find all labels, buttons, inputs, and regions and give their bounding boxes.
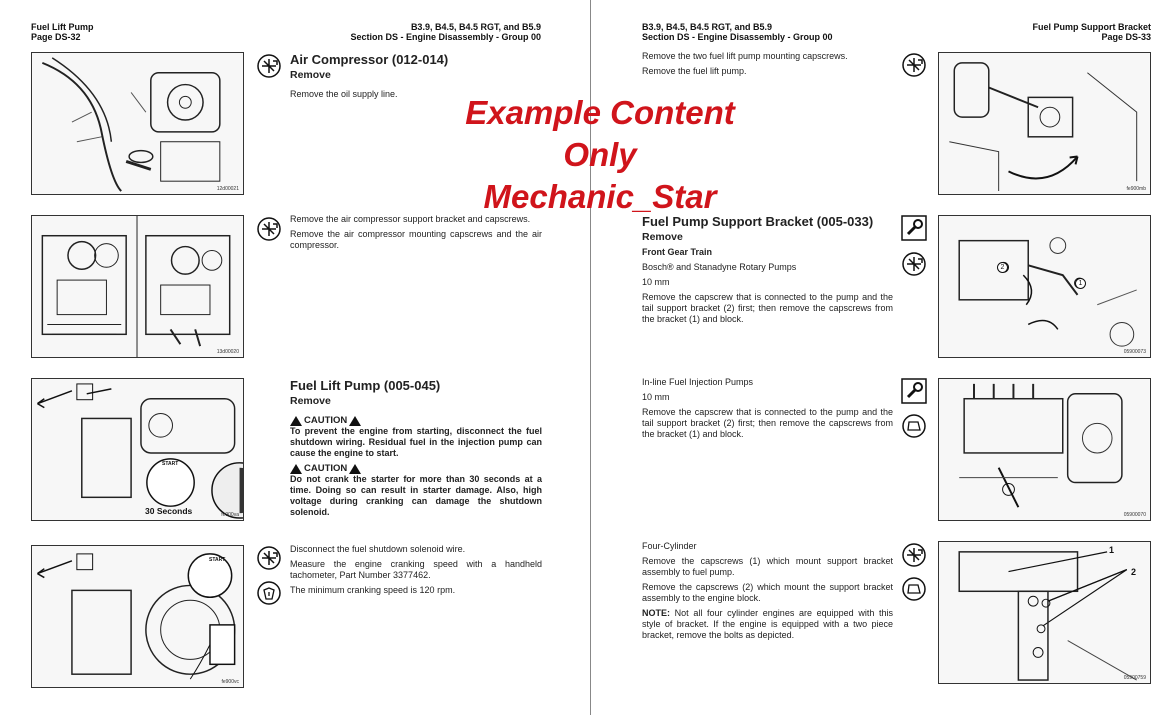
step-text: Remove the capscrew that is connected to the pump and the tail support bracket (2) first; then remove the capscrews from the bracket (1) and block. — [642, 292, 893, 324]
callout-1: 1 — [1075, 278, 1086, 289]
seconds-label: 30 Seconds — [145, 506, 193, 516]
remove-icon — [256, 53, 282, 79]
section-title: Fuel Lift Pump (005-045) — [290, 378, 441, 393]
wrench-icon — [901, 378, 927, 404]
air-compressor-steps — [290, 214, 542, 255]
inline-pump-illustration — [939, 379, 1150, 520]
remove-icon — [901, 52, 927, 78]
lift-pump-illustration — [939, 53, 1150, 194]
step-text: Remove the capscrews (1) which mount support bracket assembly to fuel pump. — [642, 556, 893, 577]
note-text: Not all four cylinder engines are equipped with this style of bracket. If the engine is equipped with a two piece bracket, remove the bolts as depicted. — [642, 608, 893, 640]
sub-heading: In-line Fuel Injection Pumps — [642, 377, 754, 387]
section-title: Fuel Pump Support Bracket (005-033) — [642, 214, 874, 229]
figure-air-compressor — [31, 215, 244, 358]
step-text: The minimum cranking speed is 120 rpm. — [290, 585, 456, 595]
watermark-line: Example Content — [465, 94, 735, 131]
inline-pumps-section — [642, 377, 893, 444]
header-title: Fuel Pump Support Bracket — [1032, 22, 1151, 32]
oil-line-illustration — [32, 53, 243, 194]
tool-size: 10 mm — [642, 392, 670, 402]
section-subtitle: Remove — [290, 395, 331, 407]
note — [642, 608, 893, 641]
step-text: Remove the capscrew that is connected to the pump and the tail support bracket (2) first; then remove the capscrews from the bracket (1) and block. — [642, 407, 893, 439]
step-text: Remove the capscrews (2) which mount the support bracket assembly to the engine block. — [642, 582, 893, 603]
remove-icon — [901, 251, 927, 277]
caution-text: To prevent the engine from starting, disconnect the fuel shutdown wiring. Residual fuel in the injection pump can cause the engine to start. — [290, 426, 542, 458]
figure-code: fe900va — [221, 512, 239, 518]
solenoid-illustration — [32, 546, 243, 687]
watermark-line: Mechanic_Star — [483, 178, 717, 215]
figure-code: fe900vc — [221, 679, 239, 685]
figure-code: 13d00020 — [216, 349, 239, 355]
header-page-number: Page DS-33 — [1101, 32, 1151, 42]
remove-icon — [256, 545, 282, 571]
step-text: Remove the two fuel lift pump mounting capscrews. — [642, 51, 848, 61]
step-text: Remove the oil supply line. — [290, 89, 398, 99]
left-header-right — [350, 22, 541, 42]
note-label: NOTE: — [642, 608, 670, 618]
callout-1: 1 — [1109, 545, 1115, 555]
figure-code: 05900759 — [1123, 675, 1146, 681]
header-models: B3.9, B4.5, B4.5 RGT, and B5.9 — [410, 22, 541, 32]
step-text: Measure the engine cranking speed with a handheld tachometer, Part Number 3377462. — [290, 559, 542, 580]
figure-four-cylinder-bracket — [938, 541, 1151, 684]
figure-inline-pump-bracket — [938, 378, 1151, 521]
air-compressor-illustration — [32, 216, 243, 357]
header-section: Section DS - Engine Disassembly - Group 00 — [642, 32, 833, 42]
header-models: B3.9, B4.5, B4.5 RGT, and B5.9 — [642, 22, 773, 32]
support-bracket-section — [642, 214, 893, 329]
start-label: START — [209, 557, 226, 563]
step-text: Disconnect the fuel shutdown solenoid wire. — [290, 544, 466, 554]
figure-shutdown-solenoid — [31, 545, 244, 688]
figure-oil-supply-line — [31, 52, 244, 195]
lift-pump-continued — [642, 51, 893, 81]
gauge-icon — [901, 413, 927, 439]
figure-rotary-pump-bracket — [938, 215, 1151, 358]
remove-icon — [901, 542, 927, 568]
section-subtitle: Remove — [290, 69, 331, 81]
tool-size: 10 mm — [642, 277, 670, 287]
sub-heading: Front Gear Train — [642, 247, 713, 257]
section-subtitle: Remove — [642, 231, 683, 243]
pump-type: Bosch® and Stanadyne Rotary Pumps — [642, 262, 797, 272]
warning-triangle-icon — [349, 416, 361, 426]
caution-text: Do not crank the starter for more than 30 seconds at a time. Doing so can result in starter damage. Also, high voltage during cranking can damage the shutdown solenoid. — [290, 474, 542, 517]
caution-heading — [290, 463, 542, 474]
header-section: Section DS - Engine Disassembly - Group 00 — [350, 32, 541, 42]
fuel-lift-pump-steps — [290, 544, 542, 600]
callout-2: 2 — [997, 262, 1008, 273]
right-page — [588, 0, 1176, 715]
start-label: START — [162, 461, 179, 467]
fuel-lift-pump-section — [290, 378, 542, 522]
figure-starter-cranking — [31, 378, 244, 521]
step-text: Remove the air compressor support bracket and capscrews. — [290, 214, 531, 224]
warning-triangle-icon — [290, 416, 302, 426]
callout-2: 2 — [1131, 567, 1137, 577]
right-header-left — [642, 22, 833, 42]
starter-illustration — [32, 379, 243, 520]
left-header-left — [31, 22, 94, 42]
tachometer-icon — [256, 580, 282, 606]
air-compressor-section — [290, 52, 542, 104]
four-cylinder-section — [642, 541, 893, 645]
warning-triangle-icon — [290, 464, 302, 474]
remove-icon — [256, 216, 282, 242]
sub-heading: Four-Cylinder — [642, 541, 697, 551]
figure-code: 05900073 — [1123, 349, 1146, 355]
step-text: Remove the air compressor mounting capscrews and the air compressor. — [290, 229, 542, 250]
right-header-right — [1032, 22, 1151, 42]
figure-lift-pump — [938, 52, 1151, 195]
figure-code: 05900070 — [1123, 512, 1146, 518]
four-cylinder-illustration — [939, 542, 1150, 683]
rotary-bracket-illustration — [939, 216, 1150, 357]
figure-code: fe900mb — [1126, 186, 1146, 192]
section-title: Air Compressor (012-014) — [290, 52, 449, 67]
watermark-line: Only — [563, 136, 637, 173]
step-text: Remove the fuel lift pump. — [642, 66, 747, 76]
figure-code: 12d00021 — [216, 186, 239, 192]
warning-triangle-icon — [349, 464, 361, 474]
caution-label: CAUTION — [304, 463, 348, 474]
caution-heading — [290, 415, 542, 426]
caution-label: CAUTION — [304, 415, 348, 426]
header-page-number: Page DS-32 — [31, 32, 81, 42]
header-title: Fuel Lift Pump — [31, 22, 94, 32]
wrench-icon — [901, 215, 927, 241]
gauge-icon — [901, 576, 927, 602]
